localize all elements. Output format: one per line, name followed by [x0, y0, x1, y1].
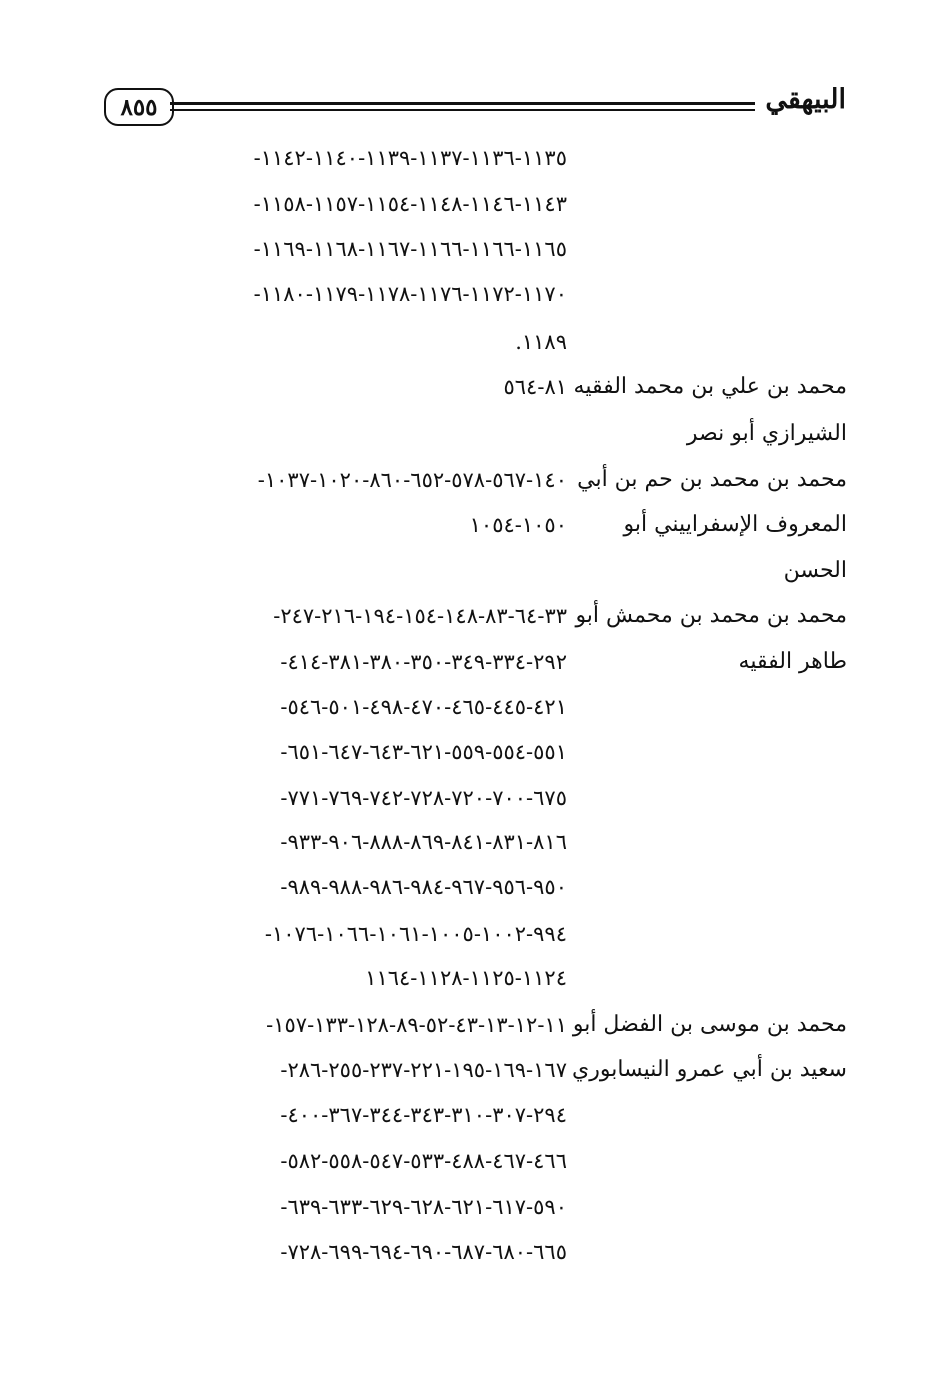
index-row: [0, 778, 947, 822]
hadith-numbers: ٨١-٥٦٤: [503, 375, 567, 399]
hadith-numbers: ١١٦٥-١١٦٦-١١٦٦-١١٦٧-١١٦٨-١١٦٩-: [253, 237, 567, 261]
hadith-numbers: ١١٨٩.: [515, 330, 567, 354]
index-row: [0, 1141, 947, 1185]
hadith-numbers: ١٠٥٠-١٠٥٤: [469, 513, 567, 537]
hadith-numbers: ٦٦٥-٦٨٠-٦٨٧-٦٩٠-٦٩٤-٦٩٩-٧٢٨-: [280, 1240, 567, 1264]
index-row: [0, 367, 947, 411]
index-row: [0, 460, 947, 504]
narrator-name: محمد بن محمد بن محمش أبو: [575, 603, 847, 628]
index-row: [0, 596, 947, 640]
hadith-numbers: ١١٧٠-١١٧٢-١١٧٦-١١٧٨-١١٧٩-١١٨٠-: [253, 282, 567, 306]
narrator-name: المعروف الإسفراييني أبو: [623, 512, 847, 537]
hadith-numbers: ٩٥٠-٩٥٦-٩٦٧-٩٨٤-٩٨٦-٩٨٨-٩٨٩-: [280, 875, 567, 899]
hadith-numbers: ١١-١٢-١٣-٤٣-٥٢-٨٩-١٢٨-١٣٣-١٥٧-: [266, 1013, 567, 1037]
index-row: [0, 822, 947, 866]
narrator-name: سعيد بن أبي عمرو النيسابوري: [571, 1057, 847, 1082]
index-row: [0, 138, 947, 182]
index-row: [0, 322, 947, 366]
hadith-numbers: ٩٩٤-١٠٠٢-١٠٠٥-١٠٦١-١٠٦٦-١٠٧٦-: [264, 922, 567, 946]
index-row: [0, 867, 947, 911]
narrator-name: طاهر الفقيه: [738, 649, 847, 674]
hadith-numbers: ٥٩٠-٦١٧-٦٢١-٦٢٨-٦٢٩-٦٣٣-٦٣٩-: [280, 1195, 567, 1219]
narrator-name: الحسن: [783, 558, 847, 583]
index-row: [0, 1005, 947, 1049]
narrator-name: الشيرازي أبو نصر: [686, 421, 847, 446]
index-row: [0, 687, 947, 731]
index-row: [0, 732, 947, 776]
index-row: [0, 414, 947, 458]
hadith-numbers: ٤٢١-٤٤٥-٤٦٥-٤٧٠-٤٩٨-٥٠١-٥٤٦-: [280, 695, 567, 719]
index-row: [0, 1187, 947, 1231]
index-row: [0, 1050, 947, 1094]
book-title: البيهقي: [765, 84, 846, 115]
index-row: [0, 229, 947, 273]
page-number: ٨٥٥: [120, 93, 158, 121]
index-row: [0, 1232, 947, 1276]
hadith-numbers: ٢٩٤-٣٠٧-٣١٠-٣٤٣-٣٤٤-٣٦٧-٤٠٠-: [280, 1103, 567, 1127]
hadith-numbers: ٨١٦-٨٣١-٨٤١-٨٦٩-٨٨٨-٩٠٦-٩٣٣-: [280, 830, 567, 854]
index-row: [0, 914, 947, 958]
index-row: [0, 274, 947, 318]
narrator-name: محمد بن علي بن محمد الفقيه: [573, 374, 847, 399]
index-row: [0, 642, 947, 686]
hadith-numbers: ٤٦٦-٤٦٧-٤٨٨-٥٣٣-٥٤٧-٥٥٨-٥٨٢-: [280, 1149, 567, 1173]
hadith-numbers: ١١٣٥-١١٣٦-١١٣٧-١١٣٩-١١٤٠-١١٤٢-: [253, 146, 567, 170]
hadith-numbers: ١١٤٣-١١٤٦-١١٤٨-١١٥٤-١١٥٧-١١٥٨-: [253, 192, 567, 216]
hadith-numbers: ٢٩٢-٣٣٤-٣٤٩-٣٥٠-٣٨٠-٣٨١-٤١٤-: [280, 650, 567, 674]
hadith-numbers: ٦٧٥-٧٠٠-٧٢٠-٧٢٨-٧٤٢-٧٦٩-٧٧١-: [280, 786, 567, 810]
index-row: [0, 551, 947, 595]
hadith-numbers: ١٦٧-١٦٩-١٩٥-٢٢١-٢٣٧-٢٥٥-٢٨٦-: [280, 1058, 567, 1082]
index-row: [0, 958, 947, 1002]
hadith-numbers: ٣٣-٦٤-٨٣-١٤٨-١٥٤-١٩٤-٢١٦-٢٤٧-: [273, 604, 567, 628]
hadith-numbers: ١٤٠-٥٦٧-٥٧٨-٦٥٢-٨٦٠-١٠٢٠-١٠٣٧-: [257, 468, 567, 492]
index-row: [0, 1095, 947, 1139]
narrator-name: محمد بن محمد بن حم بن أبي: [577, 467, 847, 492]
index-row: [0, 184, 947, 228]
narrator-name: محمد بن موسى بن الفضل أبو: [572, 1012, 847, 1037]
index-row: [0, 505, 947, 549]
hadith-numbers: ١١٢٤-١١٢٥-١١٢٨-١١٦٤: [365, 966, 567, 990]
hadith-numbers: ٥٥١-٥٥٤-٥٥٩-٦٢١-٦٤٣-٦٤٧-٦٥١-: [280, 740, 567, 764]
